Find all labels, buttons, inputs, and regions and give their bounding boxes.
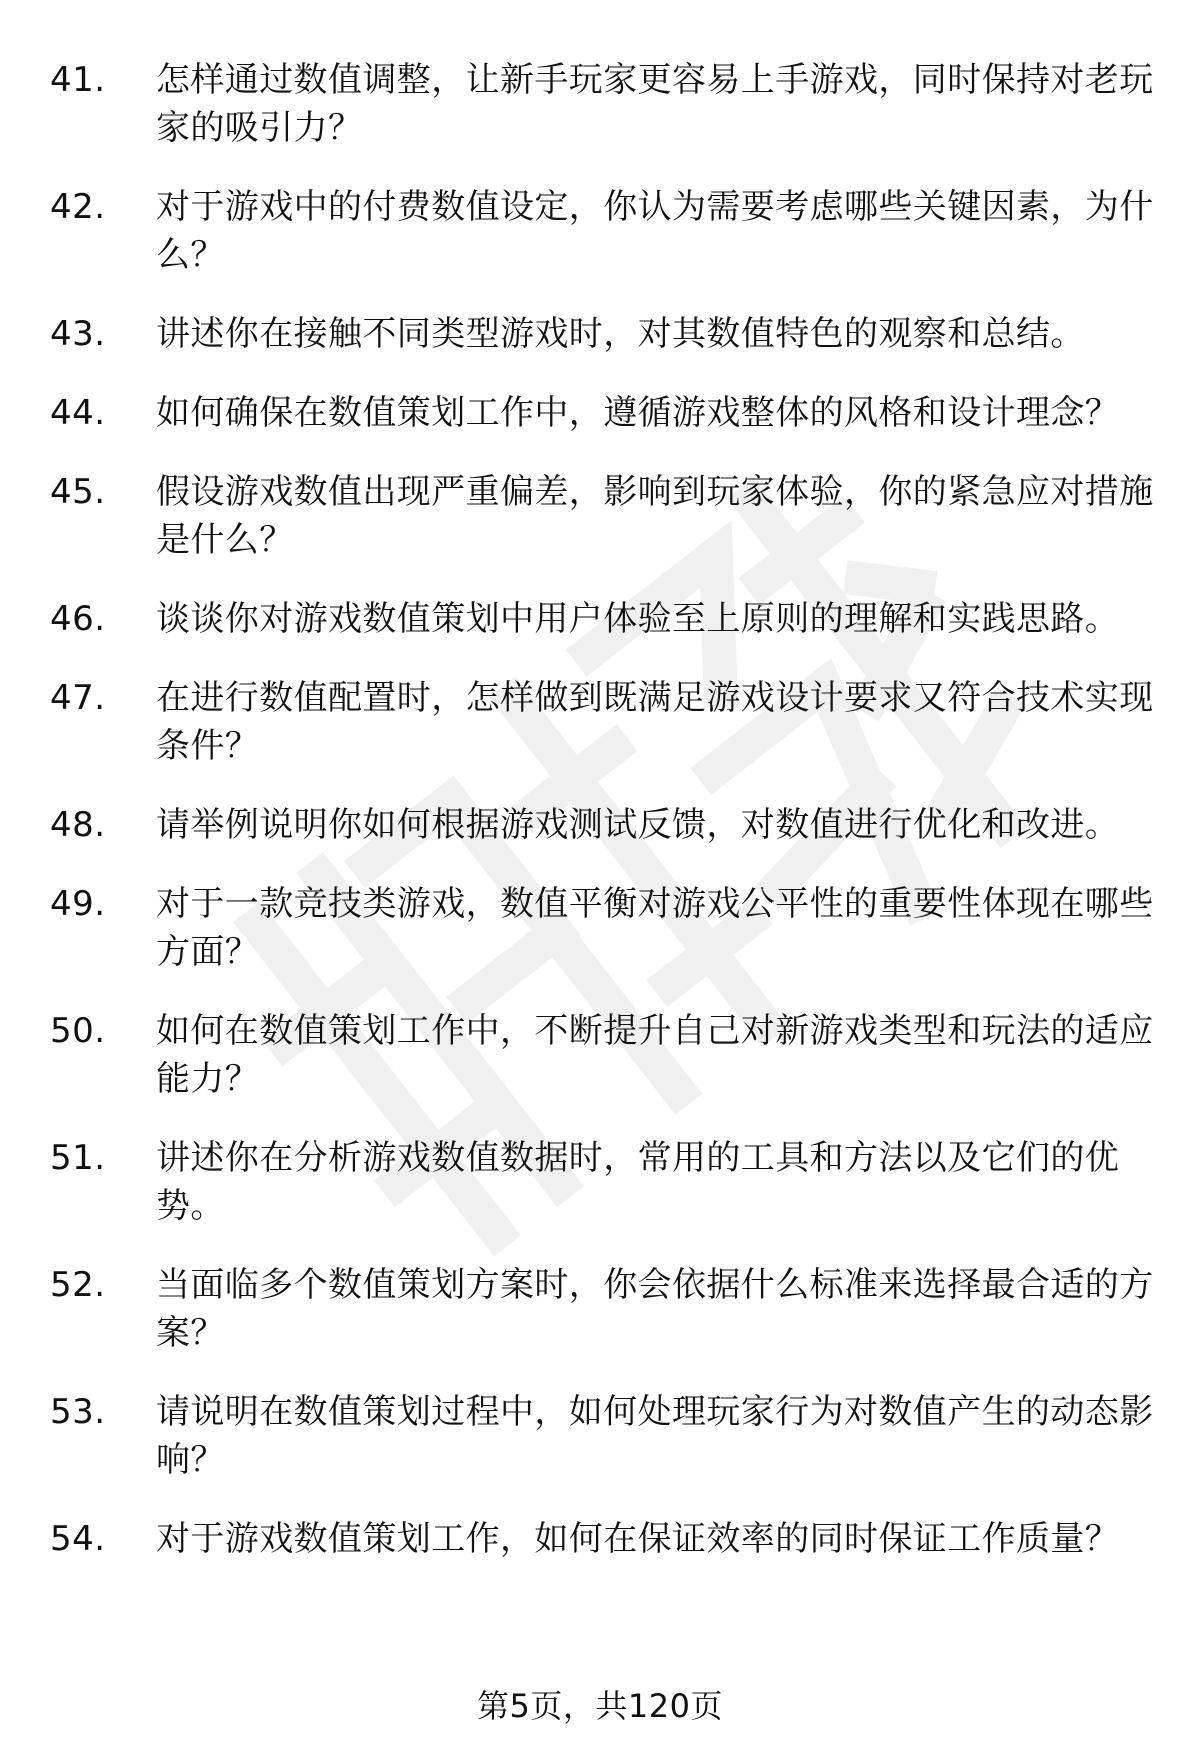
question-item-41 [0, 56, 1200, 152]
question-item-52 [0, 1261, 1200, 1357]
question-text-50: 如何在数值策划工作中，不断提升自己对新游戏类型和玩法的适应能力？ [156, 1011, 1154, 1099]
question-text-41: 怎样通过数值调整，让新手玩家更容易上手游戏，同时保持对老玩家的吸引力？ [156, 60, 1154, 148]
question-text-48: 请举例说明你如何根据游戏测试反馈，对数值进行优化和改进。 [156, 805, 1120, 845]
question-item-50 [0, 1007, 1200, 1103]
question-number-47: 47. [50, 678, 106, 718]
question-number-53: 53. [50, 1392, 106, 1432]
question-item-48 [0, 801, 1200, 849]
question-text-43: 讲述你在接触不同类型游戏时，对其数值特色的观察和总结。 [156, 314, 1085, 354]
question-list [0, 56, 1200, 1594]
question-number-43: 43. [50, 314, 106, 354]
question-item-42 [0, 183, 1200, 279]
question-text-45: 假设游戏数值出现严重偏差，影响到玩家体验，你的紧急应对措施是什么？ [156, 472, 1154, 560]
question-item-44 [0, 389, 1200, 437]
question-text-42: 对于游戏中的付费数值设定，你认为需要考虑哪些关键因素，为什么？ [156, 187, 1154, 275]
question-item-47 [0, 674, 1200, 770]
question-text-53: 请说明在数值策划过程中，如何处理玩家行为对数值产生的动态影响？ [156, 1392, 1154, 1480]
question-item-45 [0, 468, 1200, 564]
question-text-46: 谈谈你对游戏数值策划中用户体验至上原则的理解和实践思路。 [156, 599, 1120, 639]
question-number-41: 41. [50, 60, 106, 100]
question-text-44: 如何确保在数值策划工作中，遵循游戏整体的风格和设计理念？ [156, 393, 1120, 433]
question-item-53 [0, 1388, 1200, 1484]
question-item-51 [0, 1134, 1200, 1230]
question-number-46: 46. [50, 599, 106, 639]
question-text-52: 当面临多个数值策划方案时，你会依据什么标准来选择最合适的方案？ [156, 1265, 1154, 1353]
question-number-45: 45. [50, 472, 106, 512]
page-footer: 第5页，共120页 [477, 1687, 723, 1725]
question-item-54 [0, 1515, 1200, 1563]
question-text-51: 讲述你在分析游戏数值数据时，常用的工具和方法以及它们的优势。 [156, 1138, 1120, 1226]
question-text-47: 在进行数值配置时，怎样做到既满足游戏设计要求又符合技术实现条件？ [156, 678, 1154, 766]
question-number-51: 51. [50, 1138, 106, 1178]
question-text-54: 对于游戏数值策划工作，如何在保证效率的同时保证工作质量？ [156, 1519, 1120, 1559]
question-number-44: 44. [50, 393, 106, 433]
question-number-48: 48. [50, 805, 106, 845]
question-number-42: 42. [50, 187, 106, 227]
question-item-46 [0, 595, 1200, 643]
question-number-49: 49. [50, 884, 106, 924]
question-number-50: 50. [50, 1011, 106, 1051]
question-item-43 [0, 310, 1200, 358]
question-text-49: 对于一款竞技类游戏，数值平衡对游戏公平性的重要性体现在哪些方面？ [156, 884, 1154, 972]
question-number-52: 52. [50, 1265, 106, 1305]
question-number-54: 54. [50, 1519, 106, 1559]
question-item-49 [0, 880, 1200, 976]
